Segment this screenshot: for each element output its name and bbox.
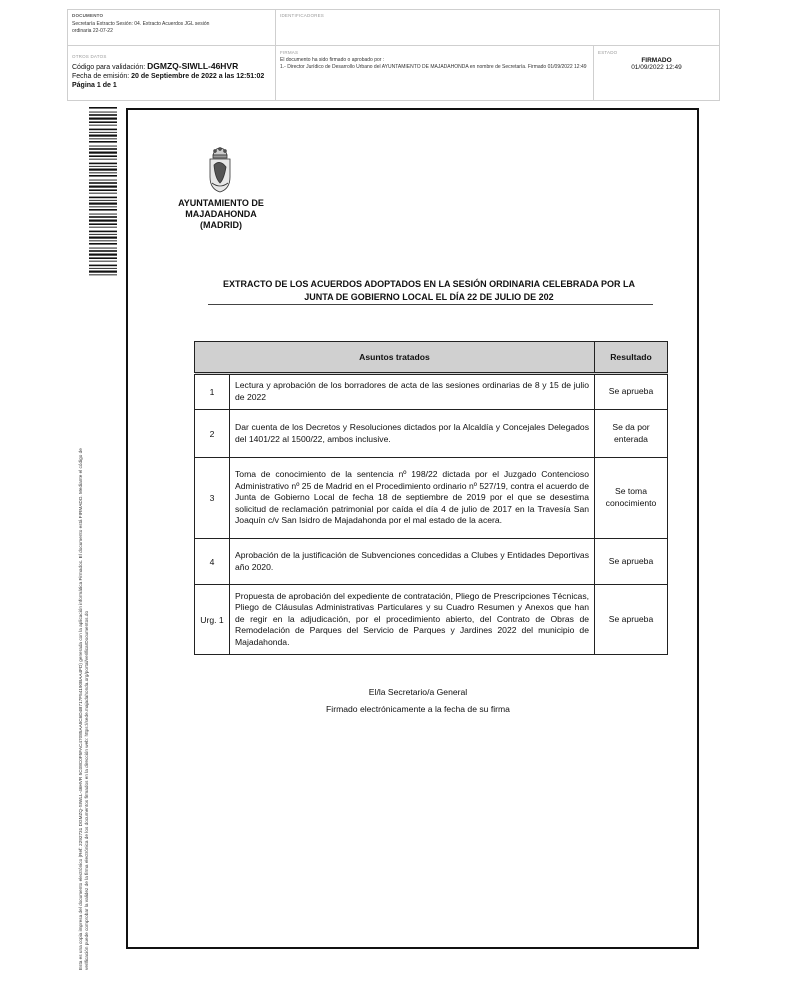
row-number: 2 bbox=[195, 410, 230, 458]
documento-text: Secretaría Extracto Sesión: 04. Extracto Acuerdos JGL sesión ordinaria 22-07-22 bbox=[72, 21, 210, 34]
codigo-prefix: Código para validación: bbox=[72, 64, 148, 71]
col-resultado-header: Resultado bbox=[595, 342, 668, 374]
firmas-label: FIRMAS bbox=[280, 50, 299, 55]
estado-fecha: 01/09/2022 12:49 bbox=[631, 64, 682, 71]
identificadores-label: IDENTIFICADORES bbox=[280, 13, 325, 18]
municipality-letterhead bbox=[166, 198, 276, 231]
row-asunto: Dar cuenta de los Decretos y Resoluciones dictados por la Alcaldía y Concejales Delegados del 1401/22 al 1500/22, ambos inclusive. bbox=[230, 410, 595, 458]
row-asunto: Aprobación de la justificación de Subvenciones concedidas a Clubes y Entidades Deportivas año 2020. bbox=[230, 539, 595, 585]
firmas-text-2: 1.- Director Jurídico de Desarrollo Urbano del AYUNTAMIENTO DE MAJADAHONDA en nombre de Secretaría. Firmado 01/09/2022 12:49 bbox=[280, 63, 587, 70]
row-number: 4 bbox=[195, 539, 230, 585]
fecha-prefix: Fecha de emisión: bbox=[72, 73, 132, 80]
side-verification-text bbox=[78, 290, 90, 970]
validation-header bbox=[67, 9, 720, 101]
row-resultado: Se aprueba bbox=[595, 539, 668, 585]
table-row bbox=[195, 585, 668, 655]
pagina-indicator: Página 1 de 1 bbox=[72, 82, 117, 89]
row-asunto: Propuesta de aprobación del expediente de contratación, Pliego de Prescripciones Técnicas, Pliego de Cláusulas Administrativas Particulares y su Cuadro Resumen y Anexos que han de regir en la adjudicación, por el procedimiento abierto, del Contrato de Obras de Remodelación de Parques del Servicio de Parques y Jardines 2022 del municipio de Majadahonda. bbox=[230, 585, 595, 655]
signature-line-2: Firmado electrónicamente a la fecha de su firma bbox=[326, 704, 510, 714]
title-divider bbox=[208, 304, 653, 305]
row-number: 1 bbox=[195, 374, 230, 410]
agenda-table bbox=[194, 341, 668, 655]
row-resultado: Se toma conocimiento bbox=[595, 458, 668, 539]
side-text-line-2: verificación puede comprobar la validez de la firma electrónica de los documentos firmados en la dirección web: https://sede.majadahonda.org/portal/verificarDocumentos.do bbox=[84, 610, 89, 970]
estado-label: ESTADO bbox=[598, 50, 618, 55]
estado-status: FIRMADO bbox=[641, 57, 672, 64]
letterhead-line-3: (MADRID) bbox=[200, 220, 242, 230]
letterhead-line-2: MAJADAHONDA bbox=[185, 209, 257, 219]
table-row bbox=[195, 458, 668, 539]
barcode-icon bbox=[89, 107, 117, 277]
otros-datos-cell bbox=[68, 46, 276, 100]
codigo-value: DGMZQ-SIWLL-46HVR bbox=[147, 61, 239, 71]
documento-cell bbox=[68, 10, 276, 46]
title-line-2: JUNTA DE GOBIERNO LOCAL EL DÍA 22 DE JULIO DE 202 bbox=[304, 292, 554, 302]
document-title bbox=[196, 278, 662, 304]
firmas-text-1: El documento ha sido firmado o aprobado por : bbox=[280, 57, 385, 63]
fecha-emision bbox=[72, 72, 271, 81]
documento-label: DOCUMENTO bbox=[72, 13, 104, 18]
row-asunto: Lectura y aprobación de los borradores de acta de las sesiones ordinarias de 8 y 15 de julio de 2022 bbox=[230, 374, 595, 410]
row-asunto: Toma de conocimiento de la sentencia nº 198/22 dictada por el Juzgado Contencioso Administrativo nº 25 de Madrid en el Procedimiento ordinario nº 527/19, contra el acuerdo de Junta de Gobierno Local de fecha 18 de septiembre de 2019 por el que se desestima solicitud de reclamación patrimonial por caída el día 4 de julio de 2017 en la Travesía San Joaquín c/v San Isidro de Majadahonda por el mal estado de la acera. bbox=[230, 458, 595, 539]
identificadores-cell bbox=[276, 10, 719, 46]
fecha-value: 20 de Septiembre de 2022 a las 12:51:02 bbox=[131, 73, 265, 80]
otros-datos-label: OTROS DATOS bbox=[72, 54, 107, 59]
codigo-validacion bbox=[72, 62, 271, 72]
signature-block bbox=[253, 686, 583, 716]
row-resultado: Se da por enterada bbox=[595, 410, 668, 458]
row-number: Urg. 1 bbox=[195, 585, 230, 655]
table-row bbox=[195, 374, 668, 410]
firmas-cell bbox=[276, 46, 594, 100]
table-row bbox=[195, 410, 668, 458]
coat-of-arms-icon bbox=[205, 145, 235, 195]
row-resultado: Se aprueba bbox=[595, 585, 668, 655]
col-asuntos-header: Asuntos tratados bbox=[195, 342, 595, 374]
signature-line-1: El/la Secretario/a General bbox=[368, 687, 468, 697]
table-row bbox=[195, 539, 668, 585]
title-line-1: EXTRACTO DE LOS ACUERDOS ADOPTADOS EN LA SESIÓN ORDINARIA CELEBRADA POR LA bbox=[222, 279, 636, 289]
letterhead-line-1: AYUNTAMIENTO DE bbox=[178, 198, 264, 208]
table-header-row bbox=[195, 342, 668, 374]
side-text-line-1: Esta es una copia impresa del documento electrónico (Ref: 2292731 DGMZQ-SIWLL-46HVR 5C08C0F5FAC47085AA5C6D4B717F54190BAA4FD) generada con la aplicación informática Firmadoc. El documento está FIRMADO. Mediante el código de bbox=[78, 448, 83, 970]
estado-cell bbox=[594, 46, 719, 100]
row-number: 3 bbox=[195, 458, 230, 539]
row-resultado: Se aprueba bbox=[595, 374, 668, 410]
